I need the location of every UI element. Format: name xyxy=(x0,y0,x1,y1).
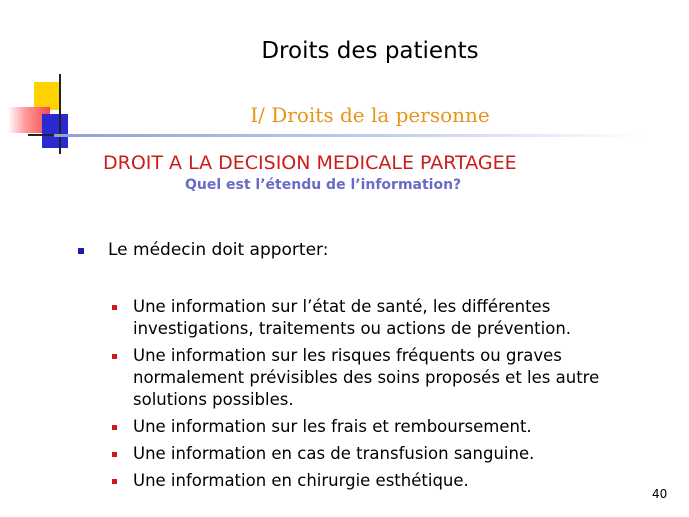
main-bullet-text: Le médecin doit apporter: xyxy=(108,240,329,260)
square-bullet-icon xyxy=(112,479,117,484)
square-bullet-icon xyxy=(112,425,117,430)
list-item xyxy=(112,470,652,492)
logo-vertical-line xyxy=(59,74,61,154)
list-item xyxy=(112,345,652,411)
square-bullet-icon xyxy=(112,305,117,310)
list-item-text: Une information sur l’état de santé, les différentes investigations, traitements ou actions de prévention. xyxy=(133,297,572,338)
square-bullet-icon xyxy=(112,452,117,457)
square-bullet-icon xyxy=(78,248,84,254)
page-number: 40 xyxy=(652,487,668,501)
list-item-text: Une information en cas de transfusion sanguine. xyxy=(133,444,535,463)
list-item xyxy=(112,296,652,340)
section-heading: DROIT A LA DECISION MEDICALE PARTAGEE xyxy=(103,152,517,174)
list-item-text: Une information sur les frais et remboursement. xyxy=(133,417,532,436)
logo-blue-square xyxy=(42,114,68,148)
sub-bullet-list xyxy=(112,296,652,497)
list-item-text: Une information en chirurgie esthétique. xyxy=(133,471,469,490)
logo-yellow-square xyxy=(34,82,60,110)
slide-subtitle: I/ Droits de la personne xyxy=(250,103,490,127)
list-item xyxy=(112,443,652,465)
list-item xyxy=(112,416,652,438)
list-item-text: Une information sur les risques fréquents ou graves normalement prévisibles des soins proposés et les autre solutions possibles. xyxy=(133,346,600,409)
square-bullet-icon xyxy=(112,354,117,359)
header-divider xyxy=(54,134,644,137)
decorative-logo xyxy=(8,74,88,158)
question-heading: Quel est l’étendu de l’information? xyxy=(185,177,462,193)
slide-title: Droits des patients xyxy=(261,38,479,64)
